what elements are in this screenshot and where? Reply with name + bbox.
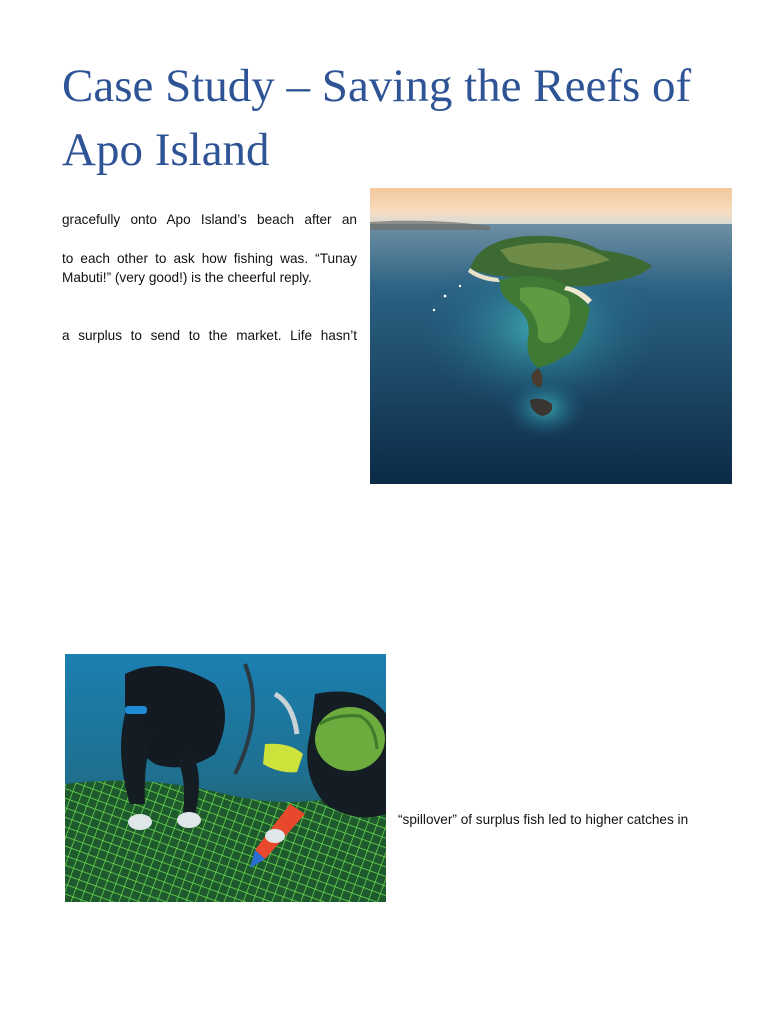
body-paragraph-2: to each other to ask how fishing was. “Tunay Mabuti!” (very good!) is the cheerful reply. [62, 251, 357, 285]
aerial-island-illustration [370, 188, 732, 484]
body-paragraph-1: gracefully onto Apo Island’s beach after an [62, 212, 357, 227]
caption-paragraph: “spillover” of surplus fish led to higher catches in [398, 812, 689, 827]
body-paragraph-3: a surplus to send to the market. Life hasn’t [62, 328, 357, 343]
aerial-island-photo [370, 188, 732, 484]
divers-illustration [65, 654, 386, 902]
divers-reef-net-photo [65, 654, 386, 902]
page-title: Case Study – Saving the Reefs of Apo Island [62, 60, 692, 176]
